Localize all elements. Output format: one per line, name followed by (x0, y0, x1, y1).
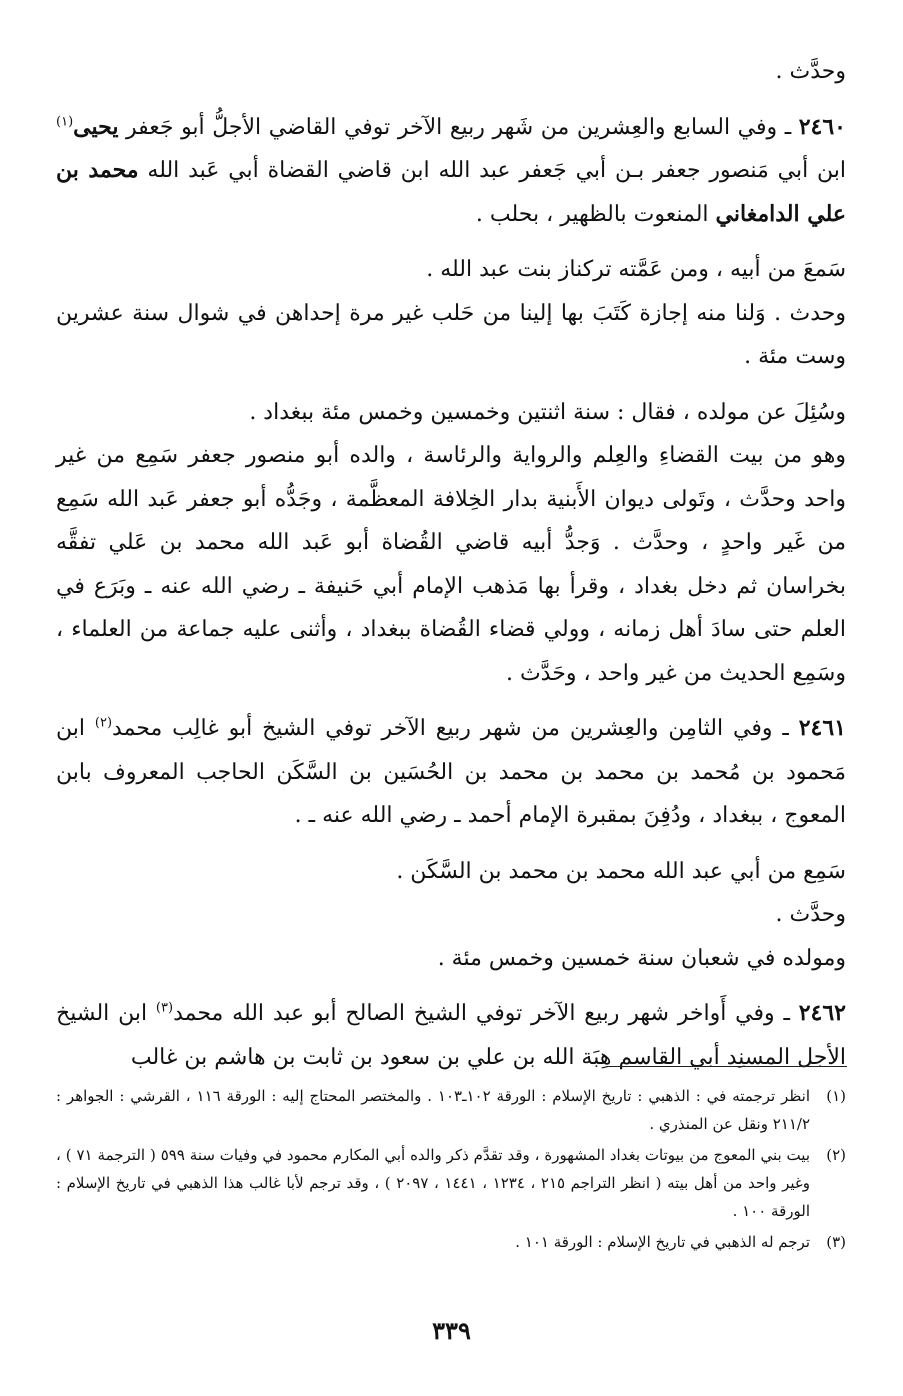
footnote-ref[interactable]: (٣) (155, 1000, 174, 1016)
footnote-text: ترجم له الذهبي في تاريخ الإسلام : الورقة ١٠١ . (515, 1233, 810, 1251)
footnote-number: (١) (826, 1087, 846, 1105)
paragraph (56, 850, 846, 894)
entry-text: ابن أبي مَنصور جعفر بـن أبي جَعفر عبد الله ابن قاضي القضاة أبي عَبد الله (138, 158, 847, 183)
footnote-divider (607, 1066, 847, 1067)
footnote-3 (56, 1228, 846, 1256)
footnote-number: (٢) (826, 1146, 846, 1164)
entry-text: ـ وفي السابع والعِشرين من شَهر ربيع الآخر توفي القاضي الأجلُّ أبو جَعفر (118, 114, 799, 140)
paragraph-continuation (56, 50, 846, 94)
paragraph-text: وهو من بيت القضاءِ والعِلم والرواية والرئاسة ، والده أبو منصور جعفر سَمِع من غير واحد وحدَّث ، وتَولى ديوان الأَبنية بدار الخِلافة المعظَّمة ، وجَدُّه أبو جعفر عَبد الله سَمِع من غَير واحدٍ ، وحدَّث . وَجدُّ أبيه قاضي القُضاة أبو عَبد الله محمد بن عَلي تفقَّه بخراسان ثم دخل بغداد ، وقرأ بها مَذهب الإمام أبي حَنيفة ـ رضي الله عنه ـ وبَرَع في العلم حتى سادَ أهل زمانه ، وولي قضاء القُضاة ببغداد ، وأثنى عليه جماعة من العلماء ، وسَمِع الحديث من غير واحد ، وحَدَّث . (56, 443, 846, 686)
paragraph-text: ومولده في شعبان سنة خمسين وخمس مئة . (437, 945, 846, 971)
entry-text: ـ وفي الثامِن والعِشرين من شهر ربيع الآخر توفي الشيخ أبو غالِب محمد (112, 716, 799, 741)
footnote-text: بيت بني المعوج من بيوتات بغداد المشهورة ، وقد تقدَّم ذكر والده أبي المكارم محمود في وفيات سنة ٥٩٩ ( الترجمة ٧١ ) ، وغير واحد من أهل بيته ( انظر التراجم ٢١٥ ، ١٢٣٤ ، ١٤٤١ ، ٢٠٩٧ ) ، وقد ترجم لأبا غالب هذا الذهبي في تاريخ الإسلام : الورقة ١٠٠ . (56, 1146, 810, 1220)
paragraph (56, 937, 846, 981)
footnote-ref[interactable]: (٢) (94, 715, 113, 731)
paragraph-text: وحدَّث . (775, 902, 846, 927)
footnote-text: انظر ترجمته في : الذهبي : تاريخ الإسلام : الورقة ١٠٢ـ١٠٣ . والمختصر المحتاج إليه : الورقة ١١٦ ، القرشي : الجواهر : ٢١١/٢ ونقل عن المنذري . (56, 1087, 810, 1133)
main-text (56, 50, 846, 1079)
footnote-ref[interactable]: (١) (56, 114, 74, 130)
paragraph-text: وسُئِلَ عن مولده ، فقال : سنة اثنتين وخمسين وخمس مئة ببغداد . (249, 399, 846, 425)
entry-text: ابن الشيخ الأجل المسنِد أبي القاسم هِبَة الله بن علي بن سعود بن ثابت بن هاشم بن غالب (56, 1001, 846, 1070)
entry-text: ـ وفي أَواخر شهر ربيع الآخر توفي الشيخ الصالح أبو عبد الله محمد (173, 1001, 799, 1026)
entry-name: محمد بن علي الدامغاني (56, 157, 846, 227)
entry-name: يحيى (73, 113, 119, 140)
paragraph (56, 248, 846, 292)
paragraph (56, 292, 846, 379)
entry-number: ٢٤٦٢ (798, 1000, 846, 1026)
footnote-1 (56, 1082, 846, 1138)
entry-2461 (56, 707, 846, 838)
footnote-2 (56, 1141, 846, 1225)
footnote-number: (٣) (826, 1233, 846, 1251)
paragraph (56, 434, 846, 695)
entry-number: ٢٤٦٠ (798, 113, 846, 140)
entry-number: ٢٤٦١ (798, 715, 846, 741)
paragraph-text: وحدث . وَلنا منه إجازة كَتَبَ بها إلينا من حَلب غير مرة إحداهن في شوال سنة عشرين وست مئة . (56, 300, 846, 369)
entry-text: ابن مَحمود بن مُحمد بن محمد بن محمد بن الحُسَين بن السَّكَن الحاجب المعروف بابن المعوج ، ببغداد ، ودُفِنَ بمقبرة الإمام أحمد ـ رضي الله عنه ـ . (56, 716, 846, 828)
paragraph-text: سَمِع من أبي عبد الله محمد بن محمد بن السَّكَن . (396, 858, 846, 884)
footnotes (56, 1082, 846, 1259)
paragraph (56, 391, 846, 435)
entry-text: المنعوت بالظهير ، بحلب . (475, 201, 716, 227)
paragraph (56, 893, 846, 937)
paragraph-text: وحدَّث . (775, 59, 846, 84)
paragraph-text: سَمعَ من أبيه ، ومن عَمَّته تركناز بنت عبد الله . (426, 257, 846, 282)
page-number: ٣٣٩ (432, 1316, 471, 1345)
entry-2460 (56, 106, 846, 237)
